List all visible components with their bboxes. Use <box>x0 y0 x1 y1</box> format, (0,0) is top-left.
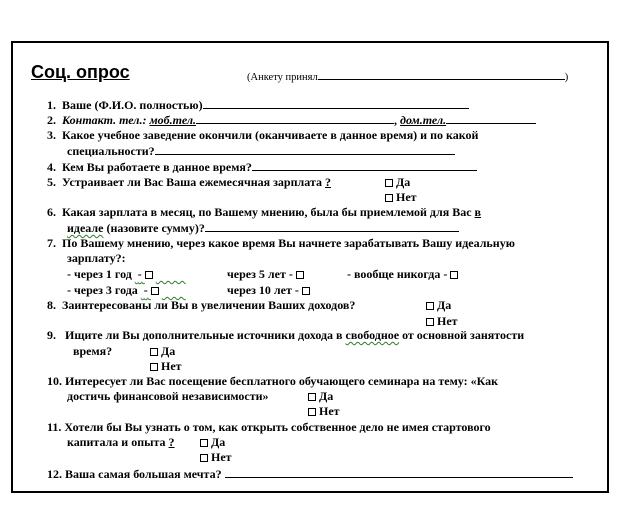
question-12: 12. Ваша самая большая мечта? <box>47 466 573 481</box>
q7-3-years-checkbox[interactable] <box>151 287 159 295</box>
question-7: 7. По Вашему мнению, через какое время Вы начнете зарабатывать Вашу идеальную <box>47 236 515 250</box>
q10-no-option[interactable]: Нет <box>308 404 340 418</box>
question-3-line-2: специальности? <box>67 143 455 158</box>
accepted-by-line[interactable] <box>318 68 565 80</box>
question-1: 1. Ваше (Ф.И.О. полностью) <box>47 97 469 112</box>
question-9-line-2: время? <box>73 344 113 358</box>
job-answer-line[interactable] <box>252 159 477 171</box>
q7-option-10-years[interactable]: через 10 лет - <box>227 283 313 297</box>
question-3: 3. Какое учебное заведение окончили (оканчиваете в данное время) и по какой <box>47 128 479 142</box>
name-answer-line[interactable] <box>203 97 469 109</box>
question-11: 11. Хотели бы Вы узнать о том, как открыть собственное дело не имея стартового <box>47 420 491 434</box>
home-phone-line[interactable] <box>446 112 536 124</box>
question-6: 6. Какая зарплата в месяц, по Вашему мнению, была бы приемлемой для Вас в <box>47 205 482 219</box>
q11-yes-checkbox[interactable] <box>200 439 208 447</box>
question-11-line-2: капитала и опыта ? <box>67 435 175 449</box>
q7-option-5-years[interactable]: через 5 лет - <box>227 267 307 281</box>
question-2: 2. Контакт. тел.: моб.тел. , дом.тел. <box>47 112 536 127</box>
education-answer-line[interactable] <box>155 143 455 155</box>
contact-label: Контакт. тел.: <box>62 113 147 127</box>
question-10: 10. Интересует ли Вас посещение бесплатного обучающего семинара на тему: «Как <box>47 374 499 388</box>
q10-yes-checkbox[interactable] <box>308 393 316 401</box>
q7-option-never[interactable]: - вообще никогда - <box>347 267 461 281</box>
q10-no-checkbox[interactable] <box>308 408 316 416</box>
q9-no-checkbox[interactable] <box>150 363 158 371</box>
q7-1-year-checkbox[interactable] <box>145 271 153 279</box>
q5-no-option[interactable]: Нет <box>385 190 417 204</box>
q8-yes-option[interactable]: Да <box>426 298 451 312</box>
home-phone-label: дом.тел. <box>400 113 447 127</box>
q9-yes-checkbox[interactable] <box>150 348 158 356</box>
q11-no-checkbox[interactable] <box>200 454 208 462</box>
q5-yes-option[interactable]: Да <box>385 175 410 189</box>
question-10-line-2: достичь финансовой независимости» <box>67 389 269 403</box>
accepted-by-label: (Анкету принял <box>247 72 318 83</box>
dream-answer-line[interactable] <box>225 466 573 478</box>
q7-option-3-years[interactable]: - через 3 года - <box>67 283 186 297</box>
question-8: 8. Заинтересованы ли Вы в увеличении Ваших доходов? <box>47 298 356 312</box>
mobile-phone-line[interactable] <box>196 112 394 124</box>
page-title: Соц. опрос <box>31 62 130 82</box>
q8-no-option[interactable]: Нет <box>426 314 458 328</box>
q11-no-option[interactable]: Нет <box>200 450 232 464</box>
q10-yes-option[interactable]: Да <box>308 389 333 403</box>
mobile-phone-label: моб.тел. <box>149 113 197 127</box>
q11-yes-option[interactable]: Да <box>200 435 225 449</box>
q8-yes-checkbox[interactable] <box>426 302 434 310</box>
question-6-line-2: идеале (назовите сумму)? <box>67 220 459 235</box>
salary-answer-line[interactable] <box>205 220 459 232</box>
question-9: 9. Ищите ли Вы дополнительные источники дохода в свободное от основной занятости <box>47 328 525 342</box>
q5-no-checkbox[interactable] <box>385 194 393 202</box>
question-7-line-2: зарплату?: <box>67 251 126 265</box>
q7-10-years-checkbox[interactable] <box>302 287 310 295</box>
question-4: 4. Кем Вы работаете в данное время? <box>47 159 477 174</box>
q8-no-checkbox[interactable] <box>426 318 434 326</box>
q7-never-checkbox[interactable] <box>450 271 458 279</box>
accepted-by-field[interactable]: (Анкету принял ) <box>247 68 568 83</box>
q9-yes-option[interactable]: Да <box>150 344 175 358</box>
q9-no-option[interactable]: Нет <box>150 359 182 373</box>
q7-option-1-year[interactable]: - через 1 год - <box>67 267 186 281</box>
question-5: 5. Устраивает ли Вас Ваша ежемесячная зарплата ? <box>47 175 331 189</box>
q5-yes-checkbox[interactable] <box>385 179 393 187</box>
q7-5-years-checkbox[interactable] <box>296 271 304 279</box>
question-1-text: Ваше (Ф.И.О. полностью) <box>62 98 203 112</box>
